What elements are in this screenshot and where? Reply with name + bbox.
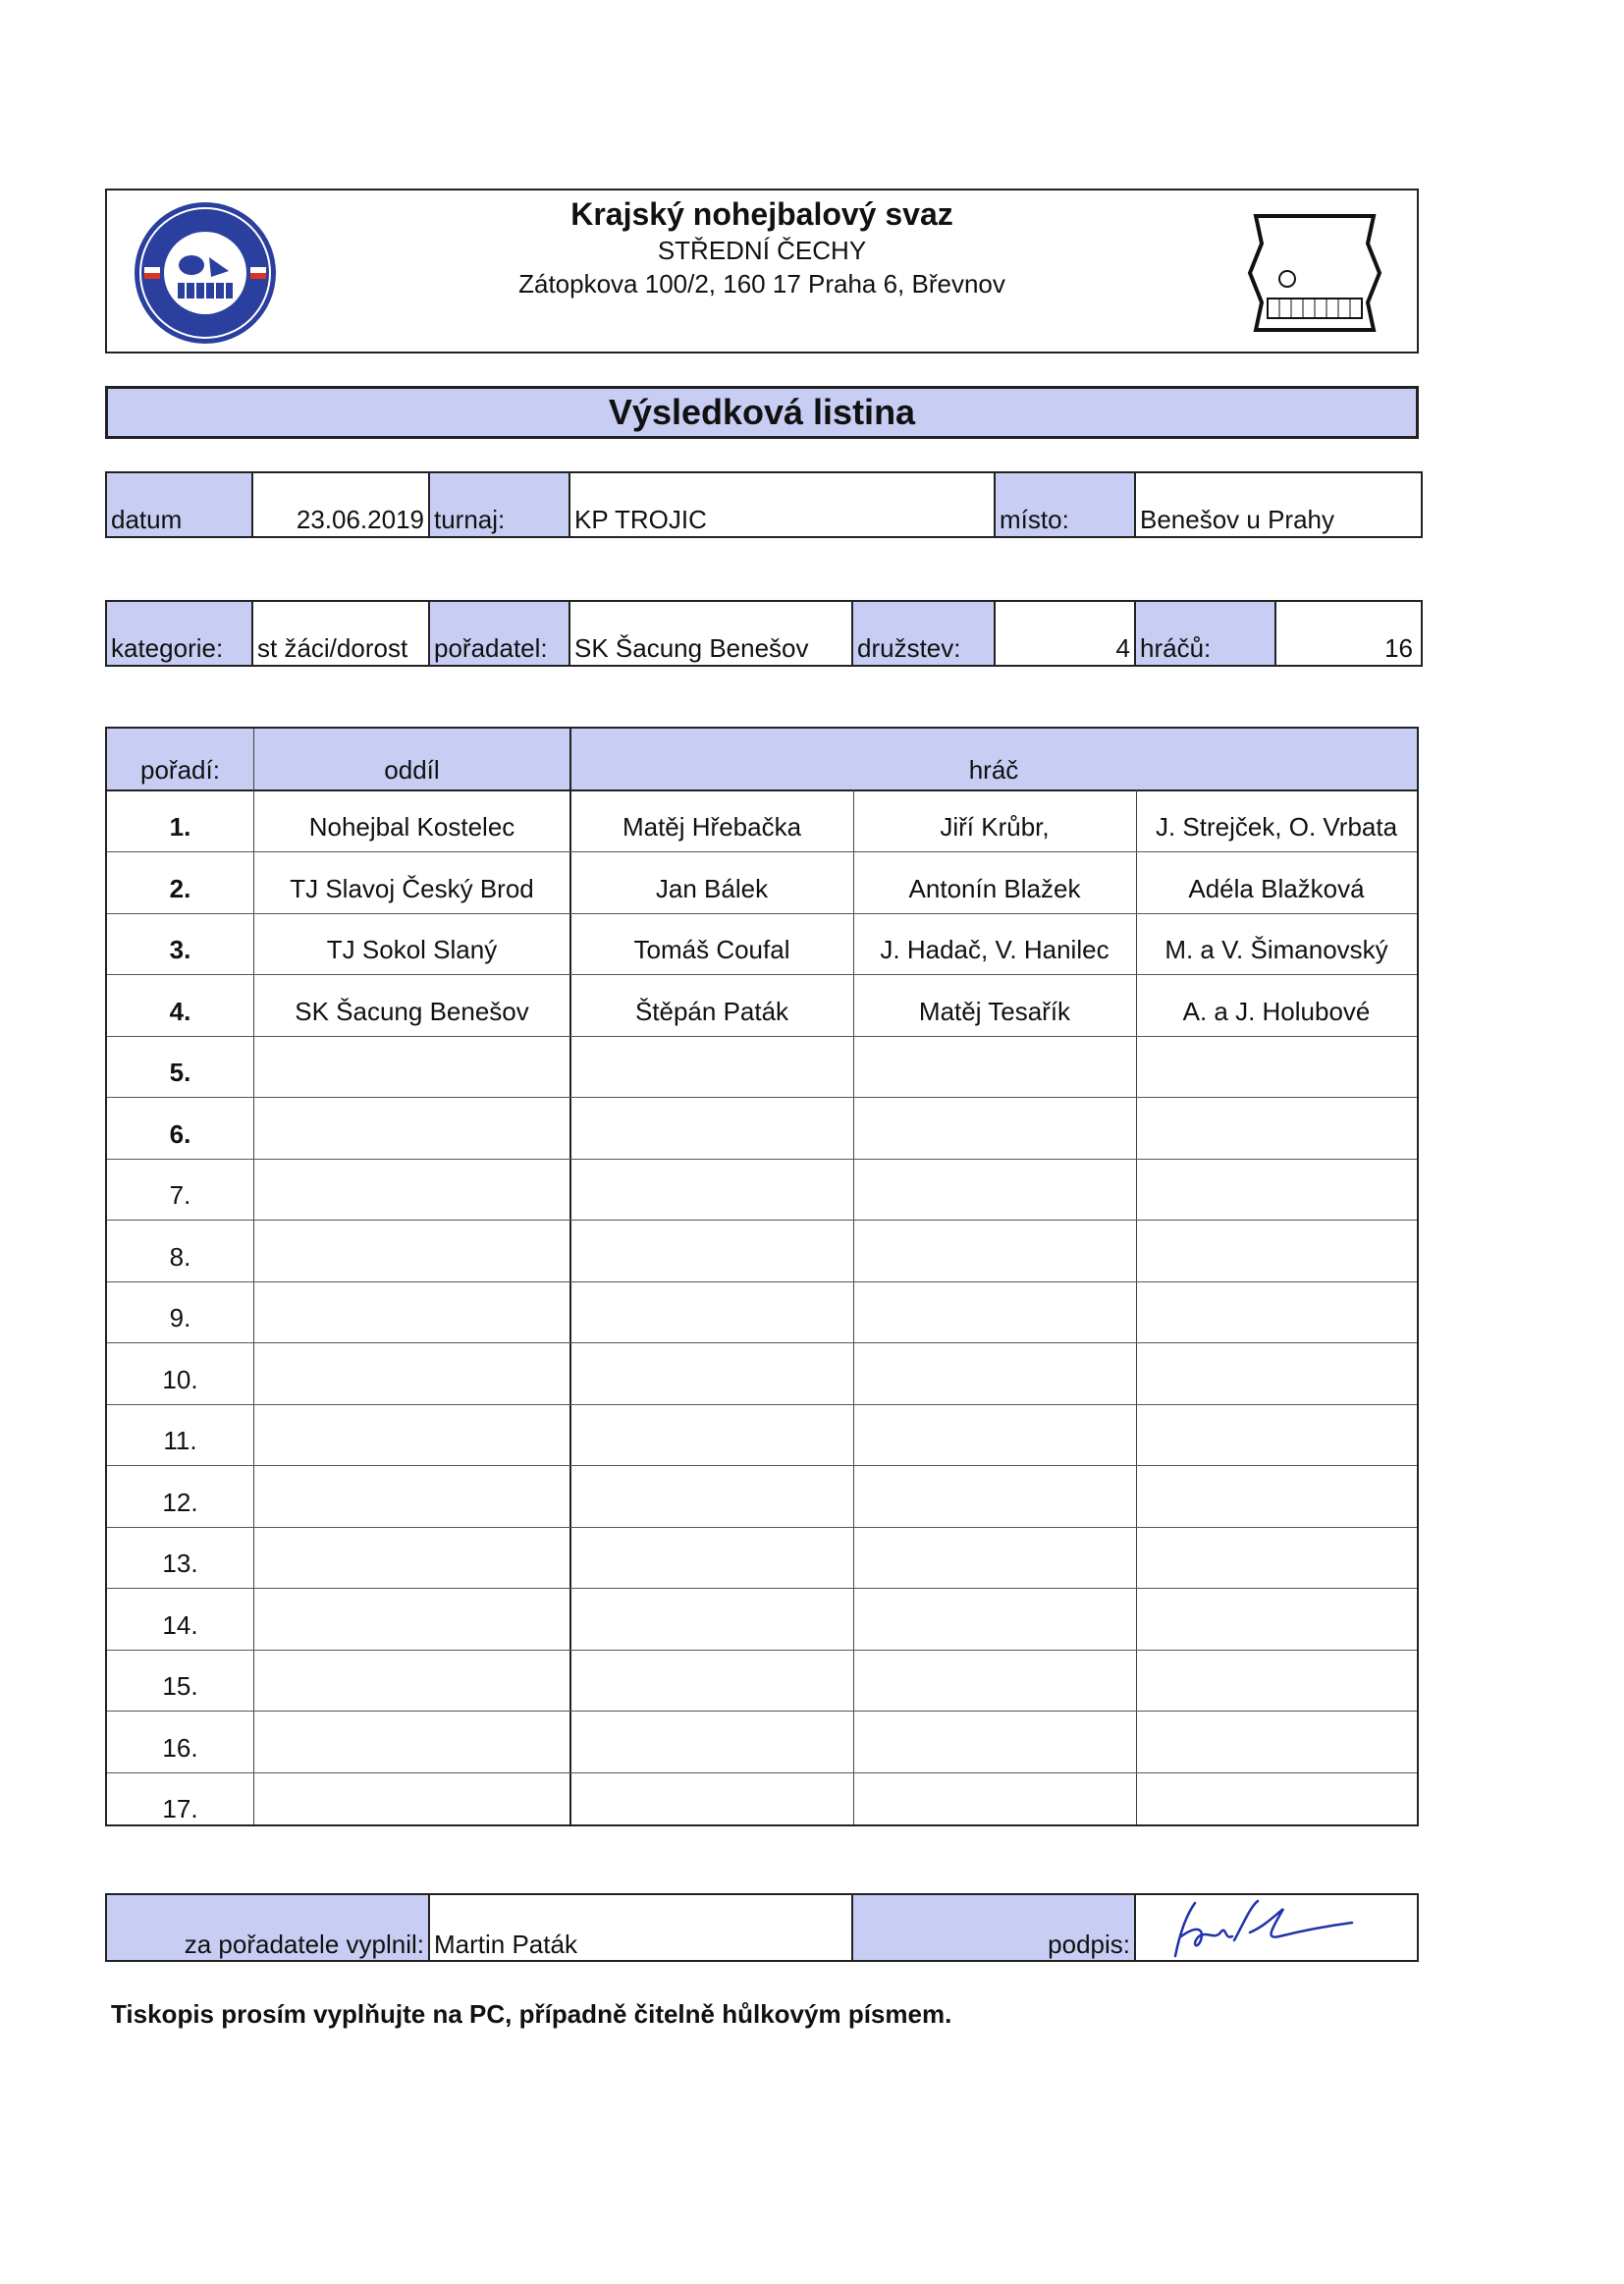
org-region: STŘEDNÍ ČECHY: [657, 236, 867, 265]
player-cell: [853, 1467, 1136, 1528]
header-players: hráč: [570, 729, 1417, 789]
player-cell: [1136, 1713, 1417, 1773]
rank-cell: 17.: [162, 1794, 198, 1823]
player-cell: A. a J. Holubové: [1182, 996, 1371, 1026]
table-row: [107, 1222, 1417, 1282]
footer-note: Tiskopis prosím vyplňujte na PC, případně čitelně hůlkovým písmem.: [111, 1999, 952, 2029]
druzstev-value: 4: [996, 602, 1136, 665]
filled-by-value: Martin Paták: [430, 1895, 853, 1960]
results-table: [105, 727, 1419, 1826]
player-cell: [1136, 1344, 1417, 1405]
player-cell: [570, 1222, 853, 1282]
club-cell: [253, 1590, 570, 1651]
header-box: [105, 189, 1419, 353]
player-cell: Antonín Blažek: [908, 873, 1081, 903]
club-cell: SK Šacung Benešov: [295, 996, 529, 1026]
player-cell: [570, 1344, 853, 1405]
table-row: [107, 1773, 1417, 1834]
club-cell: [253, 1773, 570, 1834]
player-cell: [570, 1651, 853, 1712]
player-cell: [1136, 1282, 1417, 1343]
header-club: oddíl: [253, 729, 570, 789]
table-row: [107, 914, 1417, 975]
rank-cell: 3.: [169, 935, 191, 964]
player-cell: [1136, 1222, 1417, 1282]
datum-value: 23.06.2019: [253, 473, 430, 536]
rank-cell: 7.: [169, 1180, 191, 1210]
table-row: [107, 791, 1417, 852]
turnaj-value: KP TROJIC: [570, 473, 996, 536]
page-title: Výsledková listina: [105, 386, 1419, 439]
player-cell: [1136, 1651, 1417, 1712]
table-row: [107, 1282, 1417, 1343]
player-cell: M. a V. Šimanovský: [1164, 935, 1388, 964]
player-cell: [1136, 1467, 1417, 1528]
table-row: [107, 976, 1417, 1037]
rank-cell: 6.: [169, 1118, 191, 1149]
player-cell: [853, 1037, 1136, 1098]
rank-cell: 1.: [169, 812, 191, 842]
player-cell: [853, 1344, 1136, 1405]
player-cell: [570, 1773, 853, 1834]
table-row: [107, 1160, 1417, 1221]
player-cell: [570, 1405, 853, 1466]
kategorie-value: st žáci/dorost: [253, 602, 430, 665]
rank-cell: 11.: [163, 1426, 197, 1455]
turnaj-label: turnaj:: [430, 473, 570, 536]
player-cell: Matěj Tesařík: [918, 996, 1071, 1026]
player-cell: [1136, 1160, 1417, 1221]
club-cell: [253, 1651, 570, 1712]
header-rank: pořadí:: [107, 729, 253, 789]
club-cell: [253, 1160, 570, 1221]
club-cell: TJ Sokol Slaný: [326, 935, 498, 964]
table-row: [107, 1651, 1417, 1712]
rank-cell: 9.: [169, 1303, 191, 1332]
druzstev-label: družstev:: [853, 602, 996, 665]
hracu-value: 16: [1384, 633, 1413, 663]
club-cell: Nohejbal Kostelec: [308, 812, 515, 842]
misto-value: Benešov u Prahy: [1140, 505, 1335, 534]
player-cell: [853, 1099, 1136, 1160]
rank-cell: 10.: [162, 1364, 198, 1394]
player-cell: Jiří Krůbr,: [940, 812, 1050, 842]
player-cell: J. Hadač, V. Hanilec: [880, 935, 1110, 964]
player-cell: [853, 1651, 1136, 1712]
table-row: [107, 1590, 1417, 1651]
player-cell: [1136, 1590, 1417, 1651]
player-cell: [853, 1528, 1136, 1589]
rank-cell: 16.: [162, 1732, 198, 1763]
player-cell: [570, 1037, 853, 1098]
player-cell: [570, 1590, 853, 1651]
player-cell: J. Strejček, O. Vrbata: [1155, 812, 1398, 842]
table-row: [107, 1037, 1417, 1098]
filled-by-label: za pořadatele vyplnil:: [107, 1895, 430, 1960]
player-cell: [570, 1528, 853, 1589]
player-cell: [1136, 1773, 1417, 1834]
datum-label: datum: [107, 473, 253, 536]
rank-cell: 14.: [162, 1609, 198, 1640]
player-cell: [570, 1713, 853, 1773]
signature: [1136, 1895, 1417, 1960]
club-cell: [253, 1222, 570, 1282]
poradatel-label: pořadatel:: [430, 602, 570, 665]
info-row-1: [105, 471, 1423, 538]
player-cell: Adéla Blažková: [1188, 873, 1365, 903]
player-cell: Matěj Hřebačka: [622, 812, 802, 842]
kategorie-label: kategorie:: [107, 602, 253, 665]
hracu-label: hráčů:: [1136, 602, 1276, 665]
club-cell: [253, 1405, 570, 1466]
player-cell: [570, 1099, 853, 1160]
rank-cell: 4.: [169, 996, 191, 1026]
club-cell: [253, 1528, 570, 1589]
signature-label: podpis:: [853, 1895, 1136, 1960]
table-row: [107, 1344, 1417, 1405]
player-cell: Štěpán Paták: [634, 996, 789, 1026]
table-row: [107, 1467, 1417, 1528]
rank-cell: 12.: [162, 1487, 198, 1517]
club-cell: [253, 1099, 570, 1160]
player-cell: [570, 1467, 853, 1528]
player-cell: [570, 1282, 853, 1343]
player-cell: Tomáš Coufal: [633, 935, 790, 964]
table-row: [107, 1405, 1417, 1466]
info-row-2: [105, 600, 1423, 667]
table-row: [107, 1099, 1417, 1160]
player-cell: [853, 1282, 1136, 1343]
club-cell: [253, 1467, 570, 1528]
right-logo: [1246, 204, 1383, 342]
footer-row: [105, 1893, 1419, 1962]
club-cell: [253, 1344, 570, 1405]
club-cell: [253, 1037, 570, 1098]
org-name: Krajský nohejbalový svaz: [570, 196, 953, 232]
table-row: [107, 853, 1417, 914]
rank-cell: 13.: [162, 1549, 198, 1578]
player-cell: [853, 1590, 1136, 1651]
player-cell: [1136, 1099, 1417, 1160]
club-cell: [253, 1282, 570, 1343]
table-row: [107, 1528, 1417, 1589]
poradatel-value: SK Šacung Benešov: [570, 602, 853, 665]
club-cell: TJ Slavoj Český Brod: [290, 873, 534, 903]
table-body: [107, 791, 1417, 1824]
player-cell: [853, 1160, 1136, 1221]
player-cell: [1136, 1037, 1417, 1098]
player-cell: [853, 1405, 1136, 1466]
player-cell: [853, 1713, 1136, 1773]
rank-cell: 15.: [162, 1671, 198, 1701]
player-cell: [570, 1160, 853, 1221]
player-cell: [1136, 1405, 1417, 1466]
rank-cell: 5.: [169, 1058, 191, 1087]
player-cell: [853, 1222, 1136, 1282]
org-address: Zátopkova 100/2, 160 17 Praha 6, Břevnov: [518, 269, 1005, 299]
player-cell: [1136, 1528, 1417, 1589]
rank-cell: 2.: [169, 873, 191, 903]
player-cell: [853, 1773, 1136, 1834]
table-row: [107, 1713, 1417, 1773]
club-cell: [253, 1713, 570, 1773]
rank-cell: 8.: [169, 1241, 191, 1272]
player-cell: Jan Bálek: [655, 873, 769, 903]
misto-label: místo:: [996, 473, 1136, 536]
